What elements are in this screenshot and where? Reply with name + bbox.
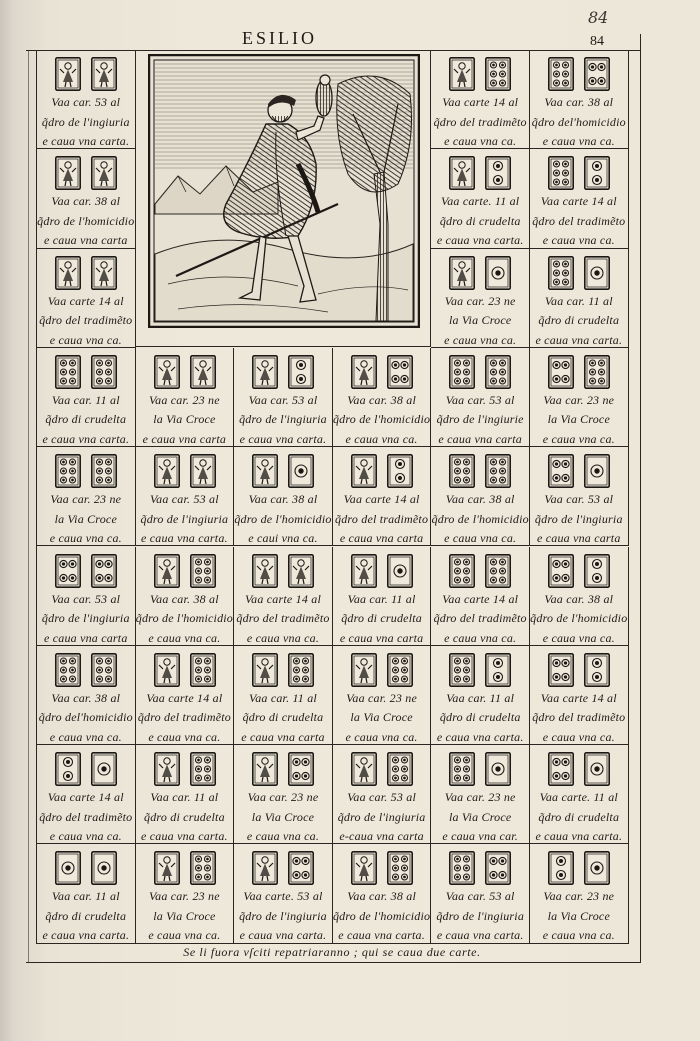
cell-text-line: e caua vna carta (241, 729, 325, 744)
pips-4-card-icon (485, 851, 511, 885)
cell-text-line: Vaa car. 38 al (347, 889, 416, 904)
grid-cell (234, 547, 333, 646)
cell-text-line: e caua vna ca. (542, 928, 615, 943)
figure-card-icon (55, 256, 81, 290)
pips-1-card-icon (584, 454, 610, 488)
cell-text-line: Vaa car. 11 al (446, 690, 515, 705)
grid-cell (234, 447, 333, 546)
pips-6-card-icon (548, 156, 574, 190)
grid-cell (530, 348, 629, 447)
figure-card-icon (91, 57, 117, 91)
grid-cell (37, 745, 136, 844)
cell-text-line: q̃dro di crudelta (439, 213, 521, 228)
cell-text-line: q̃dro de l'homicidio (332, 412, 431, 427)
figure-card-icon (154, 454, 180, 488)
grid-cell (530, 249, 629, 348)
cell-text-line: e caua vna car. (442, 829, 519, 844)
pips-1-card-icon (91, 851, 117, 885)
pips-6-card-icon (387, 851, 413, 885)
pips-6-card-icon (288, 653, 314, 687)
cell-text-line: q̃dro de l'ingiuria (534, 511, 623, 526)
figure-card-icon (252, 355, 278, 389)
figure-card-icon (351, 752, 377, 786)
grid-cell (431, 844, 530, 943)
cell-text-line: e caua vna carta. (141, 531, 228, 546)
cell-text-line: Vaa carte 14 al (540, 690, 617, 705)
cell-text-line: e caua vna carta. (436, 233, 524, 248)
cell-text-line: Vaa car. 38 al (149, 591, 219, 606)
handwritten-page-number: 84 (588, 8, 609, 27)
grid-cell (37, 646, 136, 745)
cell-text-line: e caua vna carta. (141, 829, 228, 844)
figure-card-icon (154, 653, 180, 687)
pips-2-card-icon (485, 653, 511, 687)
grid-cell (431, 547, 530, 646)
cell-text-line: e caua vna ca. (246, 630, 320, 645)
cell-text-line: la Via Croce (153, 412, 216, 427)
grid-cell (136, 646, 235, 745)
cell-text-line: q̃dro de l'homicidio (332, 908, 431, 923)
cell-text-line: Vaa car. 23 ne (444, 293, 516, 308)
grid-cell (530, 745, 629, 844)
cell-text-line: Vaa car. 23 ne (346, 690, 417, 705)
cell-text-line: e caua vna carta (438, 431, 522, 446)
grid-cell (431, 149, 530, 248)
cell-text-line: Vaa car. 23 ne (543, 392, 615, 407)
cell-text-line: Vaa carte 14 al (442, 95, 519, 109)
pips-1-card-icon (55, 851, 81, 885)
cell-text-line: Vaa car. 23 ne (247, 790, 319, 805)
figure-card-icon (351, 653, 377, 687)
frame-bottom-rule (26, 962, 641, 963)
grid-cell (530, 646, 629, 745)
figure-card-icon (252, 653, 278, 687)
pips-2-card-icon (584, 653, 610, 687)
pips-6-card-icon (449, 851, 475, 885)
frame-left-rule (28, 50, 29, 962)
pips-6-card-icon (548, 256, 574, 290)
cell-text-line: Vaa car. 53 al (445, 392, 515, 407)
pips-6-card-icon (387, 653, 413, 687)
pips-4-card-icon (548, 554, 574, 588)
cell-text-line: q̃dro del tradimẽto (39, 313, 133, 328)
pips-2-card-icon (548, 851, 574, 885)
cell-text-line: Vaa car. 23 ne (148, 889, 220, 904)
cell-text-line: e caua vna carta (339, 531, 424, 546)
figure-card-icon (252, 554, 278, 588)
footer-note: Se li fuora vſciti repatriaranno ; qui se caua due carte. (183, 945, 481, 959)
cell-text-line: e caua vna carta. (42, 134, 130, 148)
cell-text-line: q̃dro del tradimẽto (433, 114, 527, 129)
pips-1-card-icon (91, 752, 117, 786)
cell-text-line: la Via Croce (547, 412, 610, 427)
cell-text-line: e caua vna carta. (535, 332, 623, 347)
cell-text-line: q̃dro de l'homicidio (37, 213, 135, 228)
figure-card-icon (351, 355, 377, 389)
pips-2-card-icon (584, 554, 610, 588)
cell-text-line: e caua vna ca. (148, 928, 221, 943)
cell-text-line: q̃dro del tradimẽto (532, 213, 626, 228)
cell-text-line: q̃dro de l'ingiuria (41, 114, 130, 129)
figure-card-icon (351, 851, 377, 885)
grid-cell (431, 447, 530, 546)
figure-card-icon (91, 256, 117, 290)
cell-text-line: Vaa carte 14 al (540, 194, 617, 209)
cell-text-line: q̃dro de l'homicidio (431, 511, 529, 526)
cell-text-line: q̃dro del tradimẽto (39, 809, 133, 824)
cell-text-line: q̃dro de l'ingiuria (436, 908, 525, 923)
pips-6-card-icon (449, 653, 475, 687)
figure-card-icon (154, 554, 180, 588)
cell-text-line: e caua vna carta. (436, 729, 524, 744)
grid-cell (333, 447, 432, 546)
cell-text-line: Vaa car. 53 al (544, 492, 614, 507)
pips-4-card-icon (288, 851, 314, 885)
frame-right-rule (640, 34, 641, 963)
figure-card-icon (190, 355, 216, 389)
cell-text-line: e caua vna carta. (338, 928, 425, 943)
pips-4-card-icon (548, 752, 574, 786)
grid-cell (431, 50, 530, 149)
cell-text-line: e caua vna ca. (444, 531, 517, 546)
cell-text-line: e caua vna ca. (444, 332, 517, 347)
cell-text-line: Vaa car. 53 al (347, 790, 416, 805)
cell-text-line: q̃dro del tradimẽto (532, 710, 626, 725)
grid-cell (333, 844, 432, 943)
grid-cell (333, 745, 432, 844)
cell-text-line: q̃dro del'homicidio (531, 114, 626, 129)
cell-text-line: Vaa car. 11 al (51, 889, 120, 904)
figure-card-icon (351, 554, 377, 588)
pips-6-card-icon (548, 57, 574, 91)
cell-text-line: e caua vna ca. (49, 531, 122, 546)
pips-6-card-icon (91, 355, 117, 389)
cell-text-line: e caua vna carta (44, 630, 128, 645)
pips-6-card-icon (485, 57, 511, 91)
pips-6-card-icon (91, 454, 117, 488)
pips-1-card-icon (584, 851, 610, 885)
figure-card-icon (154, 851, 180, 885)
cell-text-line: q̃dro de l'ingiuria (239, 412, 327, 427)
grid-cell (37, 149, 136, 248)
cell-text-line: Vaa car. 38 al (248, 492, 318, 507)
cell-text-line: Vaa car. 38 al (445, 492, 515, 507)
cell-text-line: Vaa car. 11 al (150, 790, 219, 805)
grid-cell (431, 646, 530, 745)
cell-text-line: e caua vna carta. (42, 928, 130, 943)
pips-1-card-icon (485, 256, 511, 290)
cell-text-line: e caua vna ca. (345, 729, 418, 744)
figure-card-icon (449, 57, 475, 91)
pips-4-card-icon (584, 57, 610, 91)
grid-cell (234, 348, 333, 447)
cell-text-line: Vaa car. 11 al (51, 392, 120, 407)
cell-text-line: Vaa car. 53 al (248, 392, 318, 407)
pips-2-card-icon (288, 355, 314, 389)
cell-text-line: la Via Croce (547, 908, 610, 923)
cell-text-line: Vaa car. 23 ne (148, 392, 220, 407)
cell-text-line: e caui vna ca. (248, 531, 318, 546)
pips-2-card-icon (387, 454, 413, 488)
figure-card-icon (55, 156, 81, 190)
cell-text-line: q̃dro de l'ingiurie (436, 412, 524, 427)
figure-card-icon (351, 454, 377, 488)
cell-text-line: q̃dro di crudelta (242, 710, 324, 725)
grid-cell (530, 149, 629, 248)
cell-text-line: Vaa car. 11 al (544, 293, 613, 308)
pips-4-card-icon (548, 454, 574, 488)
cell-text-line: e caua vna carta (44, 233, 128, 248)
cell-text-line: q̃dro di crudelta (538, 809, 620, 824)
grid-cell (136, 447, 235, 546)
cell-text-line: Vaa carte 14 al (47, 293, 124, 308)
grid-cell (37, 50, 136, 149)
cell-text-line: q̃dro de l'ingiuria (239, 908, 327, 923)
cell-text-line: la Via Croce (350, 710, 413, 725)
grid-cell (37, 547, 136, 646)
cell-text-line: q̃dro del tradimẽto (236, 611, 330, 625)
pips-6-card-icon (449, 355, 475, 389)
cell-text-line: q̃dro del'homicidio (38, 710, 133, 725)
cell-text-line: q̃dro de l'homicidio (135, 611, 234, 625)
grid-cell (431, 348, 530, 447)
cell-text-line: e caua vna ca. (49, 729, 122, 744)
cell-text-line: e caua vna ca. (444, 630, 517, 645)
pips-4-card-icon (548, 355, 574, 389)
cell-text-line: e caua vna ca. (542, 134, 615, 148)
cell-text-line: Vaa car. 38 al (51, 194, 121, 209)
cell-text-line: Vaa car. 23 ne (444, 790, 516, 805)
cell-text-line: q̃dro di crudelta (439, 710, 521, 725)
figure-card-icon (252, 454, 278, 488)
cell-text-line: q̃dro di crudelta (538, 313, 620, 328)
pips-1-card-icon (584, 256, 610, 290)
cell-text-line: Vaa car. 11 al (249, 690, 317, 705)
cell-text-line: Vaa car. 11 al (347, 591, 416, 606)
cell-text-line: Vaa car. 38 al (51, 690, 121, 705)
pips-6-card-icon (55, 653, 81, 687)
cell-text-line: e caua vna ca. (542, 233, 615, 248)
cell-text-line: Vaa car. 23 ne (543, 889, 615, 904)
pips-4-card-icon (288, 752, 314, 786)
woodcut-man-with-falcon-icon (148, 54, 420, 328)
cell-text-line: q̃dro di crudelta (45, 908, 127, 923)
cell-text-line: Vaa carte 14 al (47, 790, 124, 805)
pips-6-card-icon (584, 355, 610, 389)
cell-text-line: Vaa car. 53 al (149, 492, 219, 507)
cell-text-line: q̃dro de l'homicidio (530, 611, 628, 625)
cell-text-line: e caua vna ca. (148, 729, 221, 744)
pips-2-card-icon (584, 156, 610, 190)
pips-6-card-icon (91, 653, 117, 687)
grid-cell (37, 348, 136, 447)
cell-text-line: Vaa carte. 53 al (243, 889, 323, 904)
cell-text-line: la Via Croce (54, 511, 117, 526)
cell-text-line: q̃dro di crudelta (45, 412, 127, 427)
pips-6-card-icon (485, 554, 511, 588)
grid-cell (530, 547, 629, 646)
grid-cell (37, 844, 136, 943)
cell-text-line: q̃dro de l'ingiuria (41, 611, 130, 625)
grid-cell (136, 547, 235, 646)
cell-text-line: e caua vna carta. (535, 829, 623, 844)
figure-card-icon (91, 156, 117, 190)
pips-6-card-icon (190, 752, 216, 786)
cell-text-line: e-caua vna carta (339, 829, 424, 844)
pips-1-card-icon (584, 752, 610, 786)
pips-6-card-icon (190, 851, 216, 885)
cell-text-line: Vaa carte. 11 al (539, 790, 618, 805)
cell-text-line: Vaa car. 38 al (544, 591, 614, 606)
pips-6-card-icon (55, 454, 81, 488)
cell-text-line: q̃dro del tradimẽto (433, 611, 527, 625)
figure-card-icon (55, 57, 81, 91)
figure-card-icon (190, 454, 216, 488)
cell-text-line: q̃dro de l'ingiuria (337, 809, 426, 824)
cell-text-line: e caua vna carta. (42, 431, 130, 446)
cell-text-line: q̃dro di crudelta (341, 611, 422, 625)
pips-6-card-icon (55, 355, 81, 389)
grid-cell (530, 447, 629, 546)
cell-text-line: Vaa carte 14 al (244, 591, 321, 606)
cell-text-line: q̃dro de l'homicidio (234, 511, 332, 526)
cell-text-line: q̃dro di crudelta (144, 809, 225, 824)
cell-text-line: e caua vna ca. (49, 332, 122, 347)
pips-6-card-icon (485, 454, 511, 488)
figure-card-icon (154, 355, 180, 389)
cell-text-line: Vaa carte 14 al (146, 690, 223, 705)
pips-6-card-icon (449, 454, 475, 488)
grid-cell (234, 844, 333, 943)
grid-cell (333, 547, 432, 646)
pips-4-card-icon (91, 554, 117, 588)
cell-text-line: Vaa carte 14 al (343, 492, 420, 507)
printed-page-number: 84 (590, 34, 604, 49)
grid-cell (234, 646, 333, 745)
cell-text-line: Vaa car. 53 al (445, 889, 515, 904)
cell-text-line: e caua vna carta (339, 630, 424, 645)
figure-card-icon (154, 752, 180, 786)
cell-text-line: Vaa car. 38 al (347, 392, 416, 407)
pips-6-card-icon (449, 554, 475, 588)
figure-card-icon (252, 752, 278, 786)
grid-cell (234, 745, 333, 844)
cell-text-line: e caua vna ca. (148, 630, 221, 645)
cell-text-line: e caua vna ca. (444, 134, 517, 148)
cell-text-line: la Via Croce (153, 908, 216, 923)
grid-cell (333, 646, 432, 745)
pips-4-card-icon (387, 355, 413, 389)
game-board-grid (36, 50, 629, 944)
figure-card-icon (252, 851, 278, 885)
figure-card-icon (288, 554, 314, 588)
figure-card-icon (449, 156, 475, 190)
cell-text-line: e caua vna ca. (345, 431, 418, 446)
grid-cell (431, 745, 530, 844)
pips-2-card-icon (485, 156, 511, 190)
cell-text-line: e caua vna ca. (246, 829, 320, 844)
grid-cell (37, 249, 136, 348)
page-title: ESILIO (242, 28, 317, 48)
cell-text-line: e caua vna ca. (542, 431, 615, 446)
pips-6-card-icon (190, 554, 216, 588)
illustration-cell (136, 50, 432, 347)
pips-6-card-icon (449, 752, 475, 786)
grid-cell (333, 348, 432, 447)
cell-text-line: q̃dro del tradimẽto (137, 710, 231, 725)
cell-text-line: q̃dro de l'ingiuria (140, 511, 229, 526)
cell-text-line: q̃dro del tradimẽto (335, 511, 429, 526)
pips-2-card-icon (55, 752, 81, 786)
pips-1-card-icon (387, 554, 413, 588)
grid-cell (136, 348, 235, 447)
cell-text-line: la Via Croce (251, 809, 315, 824)
grid-cell (136, 745, 235, 844)
cell-text-line: Vaa car. 53 al (51, 95, 121, 109)
cell-text-line: Vaa carte 14 al (442, 591, 519, 606)
grid-cell (431, 249, 530, 348)
pips-6-card-icon (387, 752, 413, 786)
cell-text-line: Vaa carte. 11 al (441, 194, 520, 209)
cell-text-line: e caua vna carta. (436, 928, 524, 943)
cell-text-line: Vaa car. 38 al (544, 95, 614, 109)
grid-cell (530, 50, 629, 149)
cell-text-line: e caua vna carta (537, 531, 621, 546)
cell-text-line: la Via Croce (448, 809, 512, 824)
pips-1-card-icon (485, 752, 511, 786)
cell-text-line: la Via Croce (448, 313, 512, 328)
pips-4-card-icon (548, 653, 574, 687)
cell-text-line: e caua vna carta. (239, 928, 327, 943)
pips-6-card-icon (190, 653, 216, 687)
figure-card-icon (449, 256, 475, 290)
cell-text-line: Vaa car. 53 al (51, 591, 121, 606)
pips-4-card-icon (55, 554, 81, 588)
cell-text-line: e caua vna ca. (542, 729, 615, 744)
cell-text-line: e caua vna carta. (239, 431, 327, 446)
grid-cell (136, 844, 235, 943)
grid-cell (530, 844, 629, 943)
grid-cell (37, 447, 136, 546)
cell-text-line: e caua vna ca. (542, 630, 615, 645)
cell-text-line: Vaa car. 23 ne (50, 492, 122, 507)
pips-1-card-icon (288, 454, 314, 488)
cell-text-line: e caua vna ca. (49, 829, 122, 844)
pips-6-card-icon (485, 355, 511, 389)
cell-text-line: e caua vna carta (142, 431, 227, 446)
